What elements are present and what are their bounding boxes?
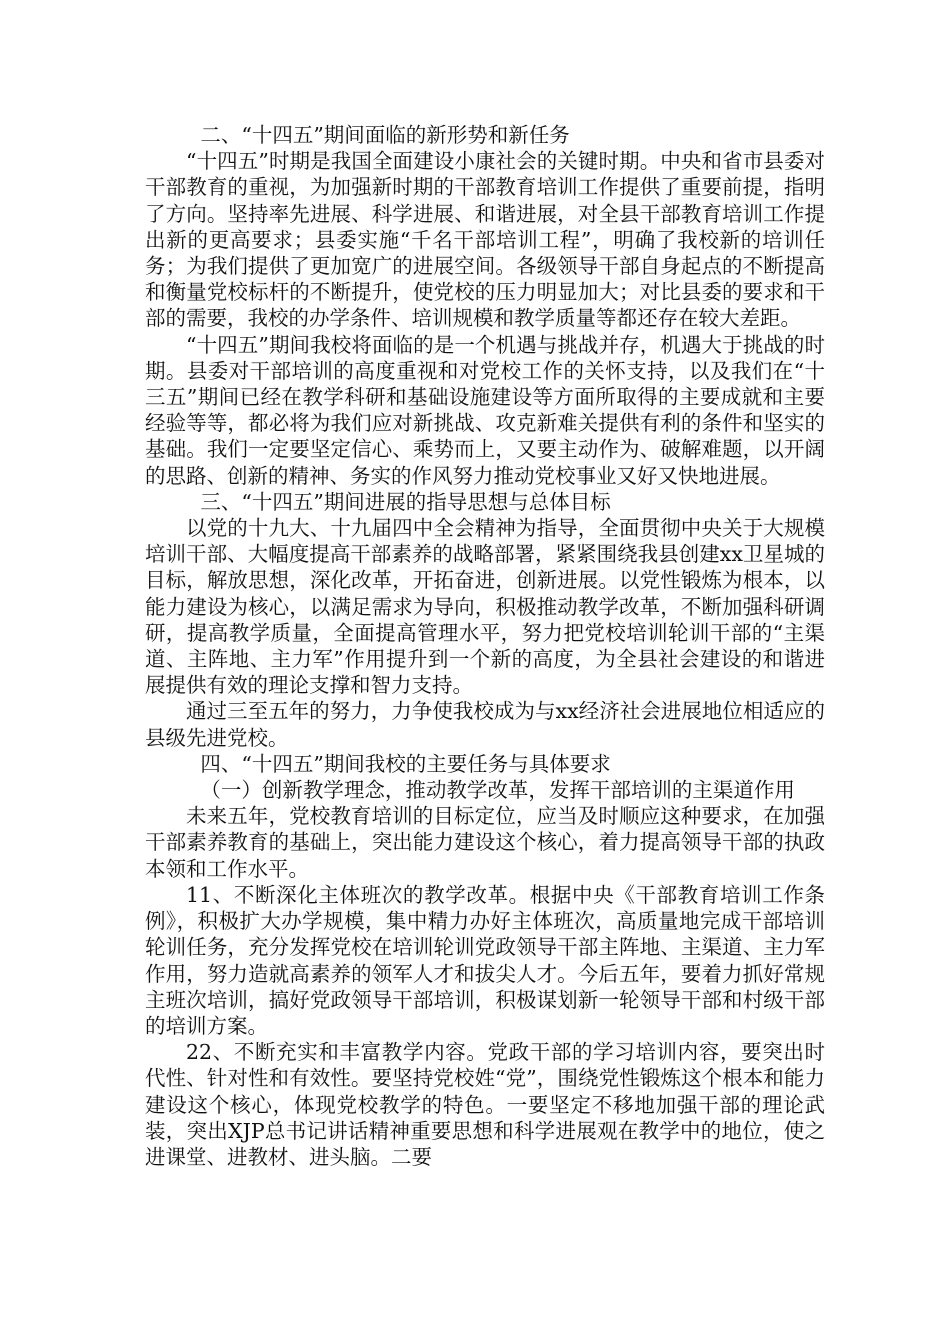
section-heading-3: 三、“十四五”期间进展的指导思想与总体目标 <box>200 489 611 514</box>
section-heading-2: 二、“十四五”期间面临的新形势和新任务 <box>200 123 570 147</box>
body-paragraph: 未来五年，党校教育培训的目标定位，应当及时顺应这种要求，在加强干部素养教育的基础上，突出能力建设这个核心，着力提高领导干部的执政本领和工作水平。 <box>145 804 825 881</box>
body-paragraph: “十四五”期间我校将面临的是一个机遇与挑战并存，机遇大于挑战的时期。县委对干部培训的高度重视和对党校工作的关怀支持，以及我们在“十三五”期间已经在教学科研和基础设施建设等方面所取得的主要成就和主要经验等等，都必将为我们应对新挑战、攻克新难关提供有利的条件和坚实的基础。我们一定要坚定信心、乘势而上，又要主动作为、破解难题，以开阔的思路、创新的精神、务实的作风努力推动党校事业又好又快地进展。 <box>145 332 825 488</box>
body-paragraph: 通过三至五年的努力，力争使我校成为与xx经济社会进展地位相适应的县级先进党校。 <box>145 699 825 750</box>
body-paragraph: 以党的十九大、十九届四中全会精神为指导，全面贯彻中央关于大规模培训干部、大幅度提高干部素养的战略部署，紧紧围绕我县创建xx卫星城的目标，解放思想，深化改革，开拓奋进，创新进展。以党性锻炼为根本，以能力建设为核心，以满足需求为导向，积极推动教学改革，不断加强科研调研，提高教学质量，全面提高管理水平，努力把党校培训轮训干部的“主渠道、主阵地、主力军”作用提升到一个新的高度，为全县社会建设的和谐进展提供有效的理论支撑和智力支持。 <box>145 516 825 698</box>
body-paragraph: “十四五”时期是我国全面建设小康社会的关键时期。中央和省市县委对干部教育的重视，为加强新时期的干部教育培训工作提供了重要前提，指明了方向。坚持率先进展、科学进展、和谐进展，对全县干部教育培训工作提出新的更高要求；县委实施“千名干部培训工程”，明确了我校新的培训任务；为我们提供了更加宽广的进展空间。各级领导干部自身起点的不断提高和衡量党校标杆的不断提升，使党校的压力明显加大；对比县委的要求和干部的需要，我校的办学条件、培训规模和教学质量等都还存在较大差距。 <box>145 149 825 331</box>
subsection-heading-1: （一）创新教学理念，推动教学改革，发挥干部培训的主渠道作用 <box>200 778 795 803</box>
body-paragraph: 11、不断深化主体班次的教学改革。根据中央《干部教育培训工作条例》，积极扩大办学规模，集中精力办好主体班次，高质量地完成干部培训轮训任务，充分发挥党校在培训轮训党政领导干部主阵地、主渠道、主力军作用，努力造就高素养的领军人才和拔尖人才。今后五年，要着力抓好常规主班次培训，搞好党政领导干部培训，积极谋划新一轮领导干部和村级干部的培训方案。 <box>145 882 825 1038</box>
document-page <box>145 122 825 1170</box>
body-paragraph: 22、不断充实和丰富教学内容。党政干部的学习培训内容，要突出时代性、针对性和有效性。要坚持党校姓“党”，围绕党性锻炼这个根本和能力建设这个核心，体现党校教学的特色。一要坚定不移地加强干部的理论武装，突出XJP总书记讲话精神重要思想和科学进展观在教学中的地位，使之进课堂、进教材、进头脑。二要 <box>145 1040 825 1169</box>
section-heading-4: 四、“十四五”期间我校的主要任务与具体要求 <box>200 751 611 776</box>
